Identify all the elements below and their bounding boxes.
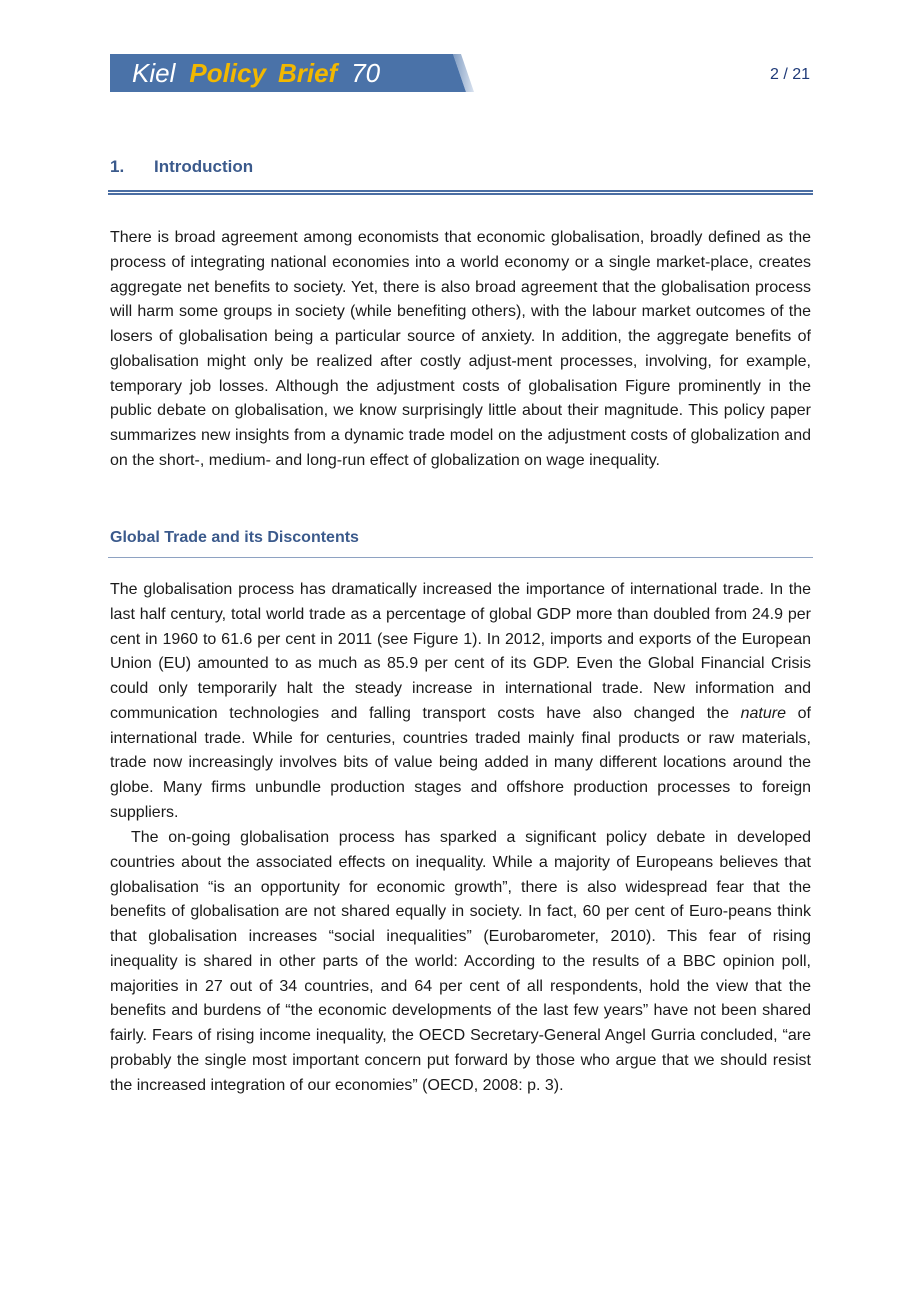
intro-paragraph: There is broad agreement among economists that economic globalisation, broadly defined as the process of integrating national economies into a world economy or a single market-place, creates aggregate net benefits to society. Yet, there is also broad agreement that the globalisation process will harm some groups in society (while benefiting others), with the labour market outcomes of the losers of globalisation being a particular source of anxiety. In addition, the aggregate benefits of globalisation might only be realized after costly adjust-ment processes, involving, for example, temporary job losses. Although the adjustment costs of globalisation Figure prominently in the public debate on globalisation, we know surprisingly little about their magnitude. This policy paper summarizes new insights from a dynamic trade model on the adjustment costs of globalization and on the short-, medium- and long-run effect of globalization on wage inequality. (110, 229, 811, 469)
publication-banner (110, 54, 476, 92)
trade-paragraph-part1: The globalisation process has dramatically increased the importance of international trade. In the last half century, total world trade as a percentage of global GDP more than doubled from 24.9 per cent in 1960 to 61.6 per cent in 2011 (see Figure 1). In 2012, imports and exports of the European Union (EU) amounted to as much as 85.9 per cent of its GDP. Even the Global Financial Crisis could only temporarily halt the steady increase in international trade. New information and communication technologies and falling transport costs have also changed the (110, 581, 811, 722)
subsection-heading: Global Trade and its Discontents (110, 529, 359, 546)
banner-brief: Brief (277, 58, 338, 88)
subsection-divider (108, 557, 813, 558)
inequality-paragraph: The on-going globalisation process has sparked a significant policy debate in developed countries about the associated effects on inequality. While a majority of Europeans believes that globalisation “is an opportunity for economic growth”, there is also widespread fear that the benefits of globalisation are not shared equally in society. In fact, 60 per cent of Euro-peans think that globalisation increases “social inequalities” (Eurobarometer, 2010). This fear of rising inequality is shared in other parts of the world: According to the results of a BBC opinion poll, majorities in 27 out of 34 countries, and 64 per cent of all respondents, hold the view that the benefits and burdens of “the economic developments of the last few years” have not been shared fairly. Fears of rising income inequality, the OECD Secretary-General Angel Gurria concluded, “are probably the single most important concern put forward by those who argue that we should resist the increased integration of our economies” (OECD, 2008: p. 3). (110, 829, 811, 1094)
section-title: Introduction (154, 157, 254, 176)
page-number: 2 / 21 (769, 66, 810, 83)
trade-paragraph-part2: of international trade. While for centuries, countries traded mainly final products or raw materials, trade now increasingly involves bits of value being added in many different locations around the globe. Many firms unbundle production stages and offshore production processes to foreign suppliers. (110, 704, 811, 821)
section-number: 1. (110, 157, 125, 176)
banner-kiel: Kiel (132, 58, 176, 88)
banner-number: 70 (351, 58, 381, 88)
trade-paragraph (110, 578, 811, 826)
section-divider (108, 190, 813, 195)
banner-policy: Policy (189, 58, 266, 88)
trade-paragraph-italic: nature (740, 704, 786, 722)
section-heading (110, 157, 253, 177)
